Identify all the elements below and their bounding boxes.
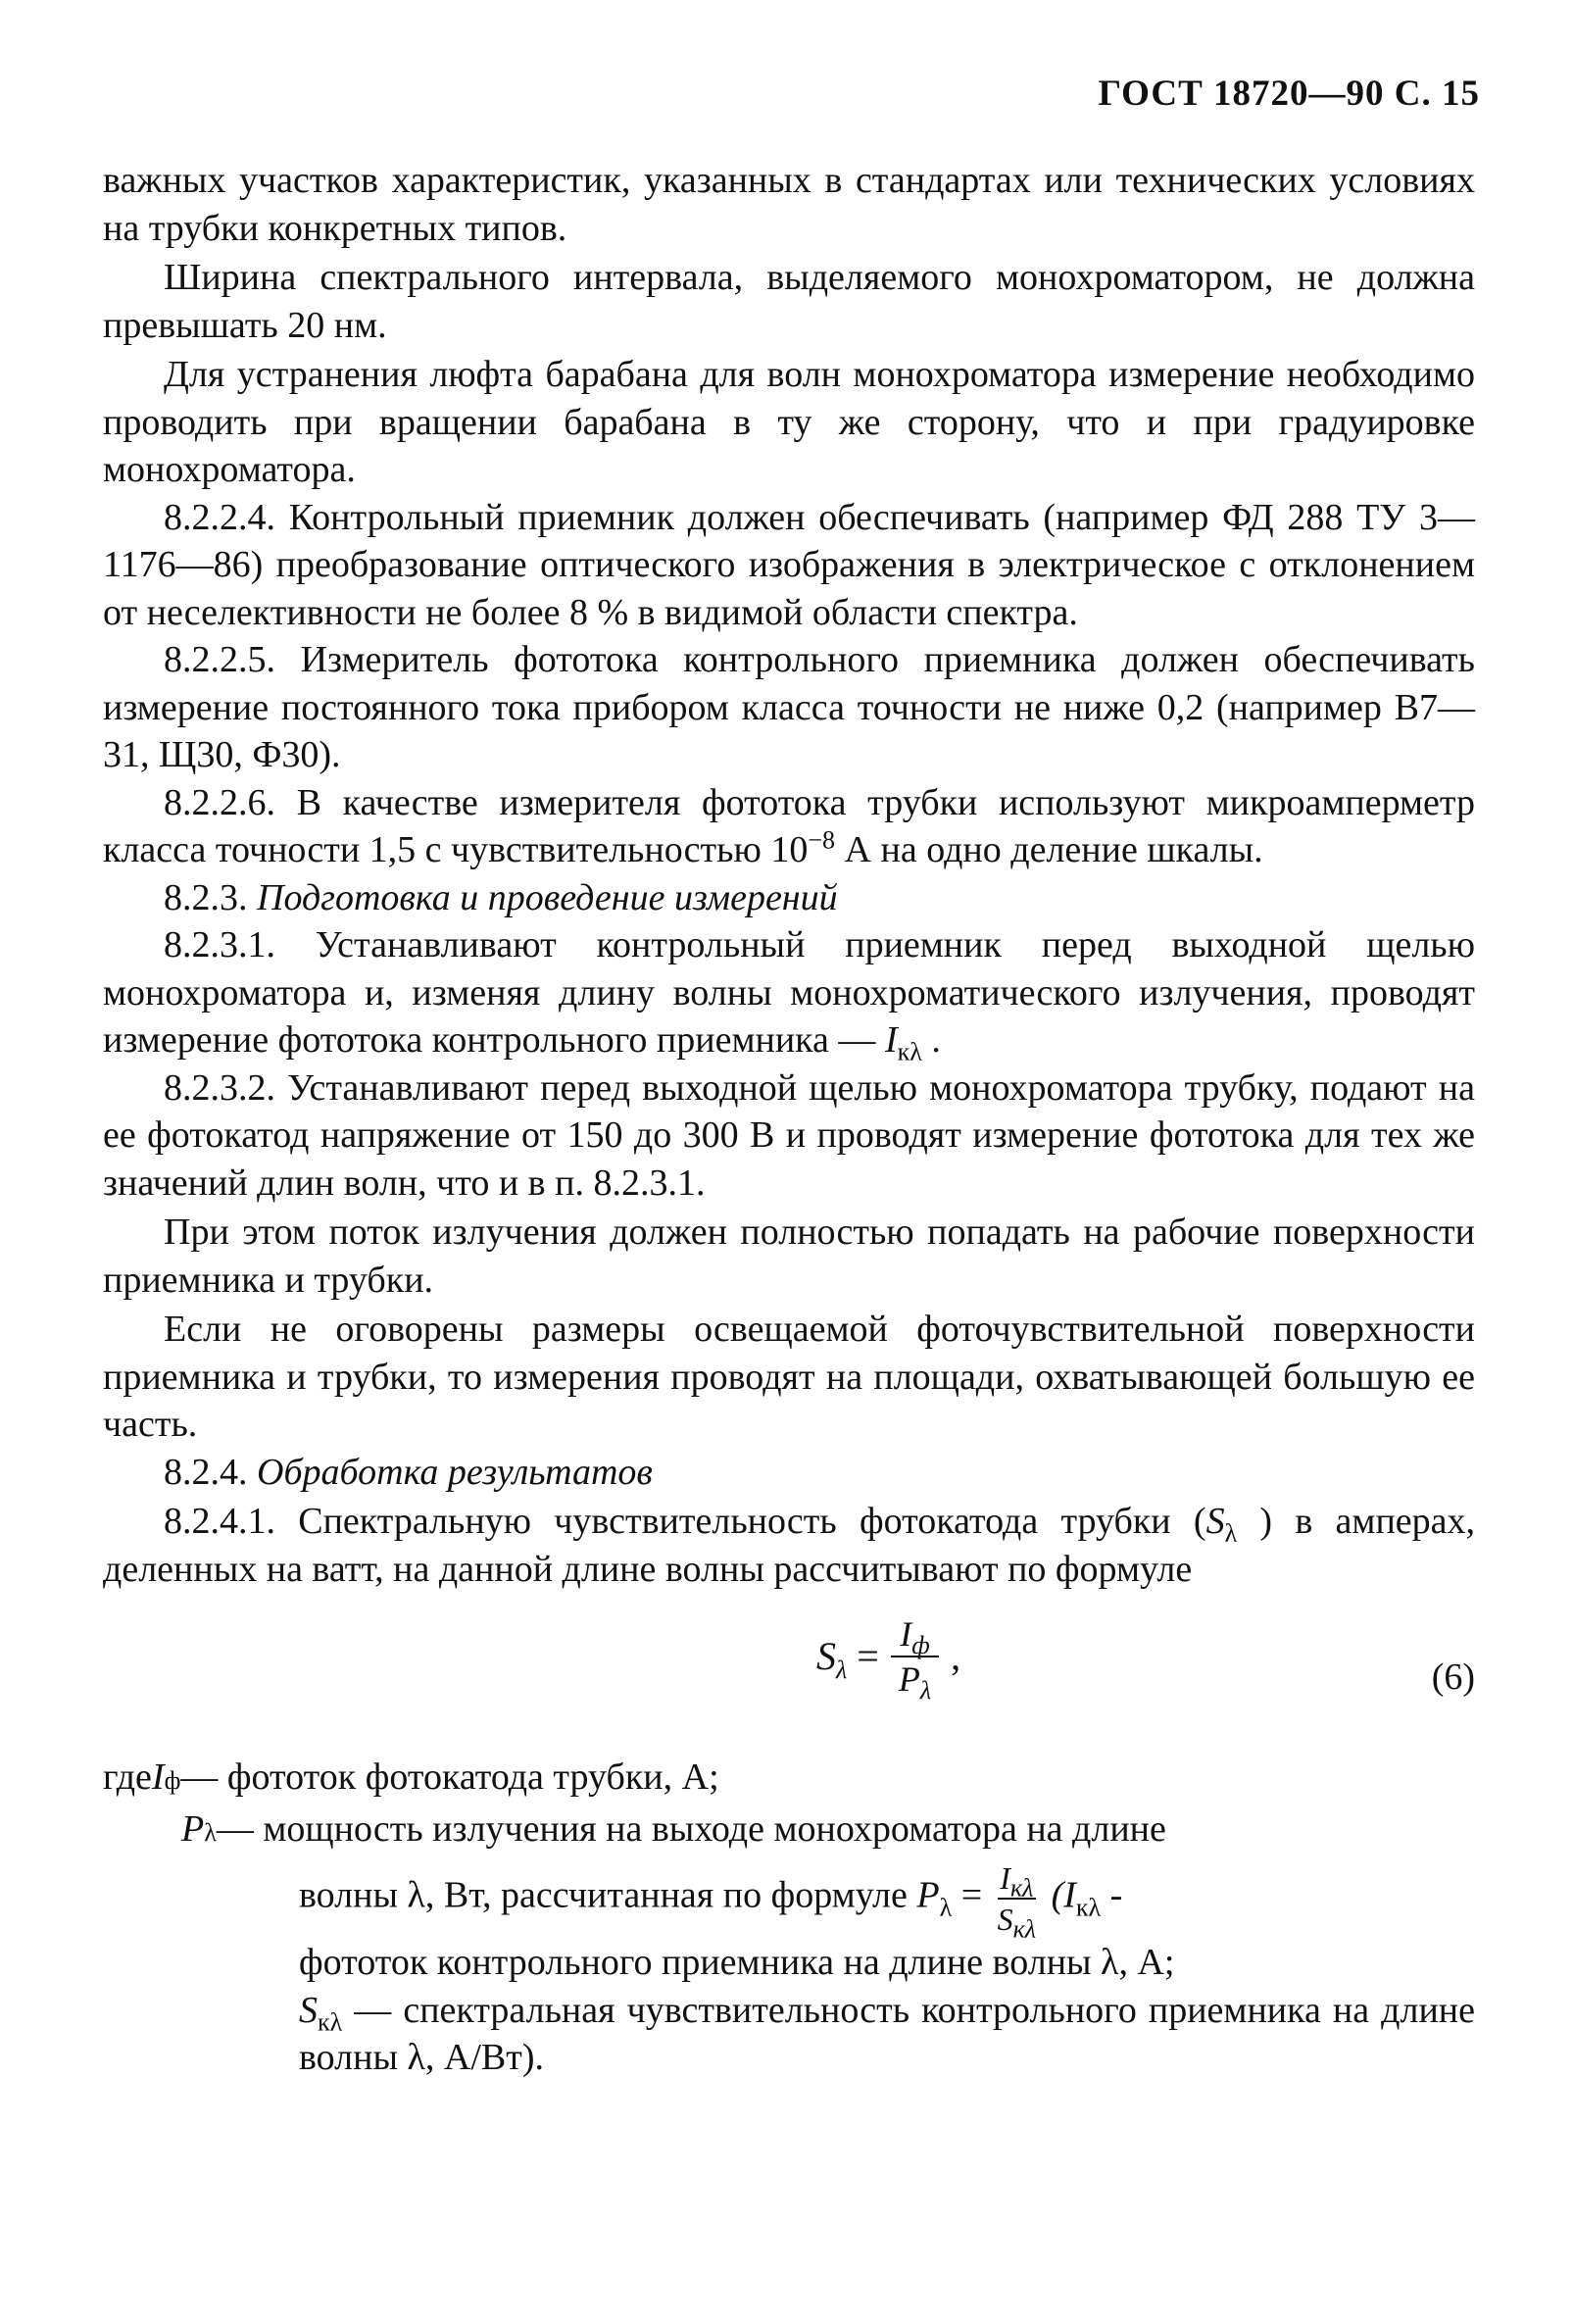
clause-8-2-2-4: 8.2.2.4. Контрольный приемник должен обеспечивать (например ФД 288 ТУ 3—1176—86) преобразование оптического изображения в электрическое с отклонением от неселективности не более 8 % в видимой области спектра. — [103, 496, 1475, 633]
section-8-2-3-heading — [103, 874, 1475, 922]
subscript: кλ — [1009, 1873, 1034, 1903]
symbol: S — [299, 1989, 318, 2031]
subscript: кλ — [1012, 1914, 1037, 1944]
symbol: P — [916, 1874, 940, 1916]
clause-text: . — [921, 1019, 941, 1061]
definition-sensitivity — [103, 1987, 1475, 2082]
subscript: λ — [919, 1676, 932, 1706]
formula-expression — [816, 1612, 961, 1706]
body-text — [103, 157, 1475, 2082]
inline-fraction — [997, 1858, 1037, 1944]
formula-fraction — [891, 1612, 939, 1706]
fraction-denominator — [997, 1898, 1037, 1944]
section-title: Обработка результатов — [257, 1451, 653, 1493]
clause-text: А на одно деление шкалы. — [835, 829, 1263, 870]
formula-lhs — [816, 1633, 848, 1684]
section-number: 8.2.3. — [164, 876, 257, 918]
symbol: P — [181, 1807, 205, 1850]
exponent: −8 — [808, 825, 836, 855]
symbol: S — [997, 1902, 1013, 1937]
paragraph-continuation: важных участков характеристик, указанных в стандартах или технических условиях на трубки конкретных типов. — [103, 160, 1475, 249]
paragraph-drum-backlash: Для устранения люфта барабана для волн монохроматора измерение необходимо проводить при вращении барабана в ту же сторону, что и при градуировке монохроматора. — [103, 354, 1475, 490]
fraction-numerator — [892, 1612, 937, 1660]
subscript: ф — [911, 1631, 930, 1660]
definition-photocurrent: где I ф — фототок фотокатода трубки, А; — [103, 1754, 1475, 1802]
section-number: 8.2.4. — [164, 1451, 257, 1493]
clause-text: 8.2.2.6. В качестве измерителя фототока трубки используют микроамперметр класса точности 1,5 с чувствительностью 10 — [103, 781, 1475, 870]
equals-sign: = — [952, 1874, 992, 1916]
symbol: I — [1000, 1860, 1010, 1896]
clause-text: 8.2.3.1. Устанавливают контрольный приемник перед выходной щелью монохроматора и, изменяя длину волны монохроматического излучения, проводят измерение фототока контрольного приемника — — [103, 924, 1475, 1061]
symbol: (I — [1042, 1874, 1076, 1916]
symbol: I — [900, 1614, 912, 1654]
definition-text: — фототок фотокатода трубки, А; — [180, 1756, 719, 1798]
subscript: кλ — [318, 2007, 343, 2037]
symbol: S — [816, 1633, 836, 1678]
section-title: Подготовка и проведение измерений — [257, 876, 838, 918]
clause-8-2-3-2: 8.2.3.2. Устанавливают перед выходной щелью монохроматора трубку, подают на ее фотокатод напряжение от 150 до 300 В и проводят измерение фототока для тех же значений длин волн, что и в п. 8.2.3.1. — [103, 1066, 1475, 1204]
clause-8-2-3-1 — [103, 921, 1475, 1064]
clause-8-2-4-1 — [103, 1498, 1475, 1593]
definitions-list — [103, 1754, 1475, 2082]
equation-number: (6) — [1431, 1656, 1475, 1698]
definition-text: — спектральная чувствительность контрольного приемника на длине волны λ, А/Вт). — [299, 1989, 1475, 2078]
formula-comma: , — [951, 1633, 961, 1678]
subscript: λ — [836, 1655, 848, 1684]
section-8-2-4-heading — [103, 1449, 1475, 1497]
definition-power-line3: фототок контрольного приемника на длине волны λ, А; — [299, 1942, 1175, 1983]
clause-8-2-2-6 — [103, 779, 1475, 874]
definition-text: — мощность излучения на выходе монохроматора на длине — [216, 1807, 1166, 1850]
symbol: P — [898, 1659, 920, 1699]
paragraph-illuminated-area: Если не оговорены размеры освещаемой фоточувствительной поверхности приемника и трубки, то измерения проводят на площади, охватывающей большую ее часть. — [103, 1309, 1475, 1445]
subscript: λ — [939, 1893, 953, 1922]
symbol: S — [1205, 1501, 1225, 1542]
subscript: кλ — [1075, 1893, 1102, 1922]
symbol: I — [884, 1019, 898, 1061]
paragraph-spectral-width: Ширина спектрального интервала, выделяемого монохроматором, не должна превышать 20 нм. — [103, 257, 1475, 346]
running-head: ГОСТ 18720—90 С. 15 — [1098, 74, 1480, 114]
fraction-numerator — [1000, 1858, 1034, 1903]
definition-power-formula-line — [103, 1858, 1475, 1944]
clause-text: 8.2.4.1. Спектральную чувствительность фотокатода трубки ( — [164, 1501, 1206, 1542]
where-word: где — [103, 1756, 152, 1798]
equals-sign: = — [857, 1633, 879, 1678]
definition-text: волны λ, Вт, рассчитанная по формуле — [299, 1874, 917, 1916]
symbol: I — [151, 1756, 165, 1798]
subscript: кλ — [897, 1037, 922, 1066]
definition-power: P λ — мощность излучения на выходе монохроматора на длине — [103, 1805, 1475, 1854]
subscript: λ — [1224, 1518, 1238, 1548]
fraction-denominator — [891, 1656, 939, 1706]
formula-6 — [103, 1603, 1475, 1750]
clause-text: ) в амперах, деленных на ватт, на данной длине волны рассчитывают по формуле — [103, 1501, 1476, 1590]
paragraph-flux: При этом поток излучения должен полностью попадать на рабочие поверхности приемника и трубки. — [103, 1211, 1475, 1301]
clause-8-2-2-5: 8.2.2.5. Измеритель фототока контрольного приемника должен обеспечивать измерение постоянного тока прибором класса точности не ниже 0,2 (например В7—31, Щ30, Ф30). — [103, 639, 1475, 775]
definition-text: - — [1101, 1874, 1123, 1916]
